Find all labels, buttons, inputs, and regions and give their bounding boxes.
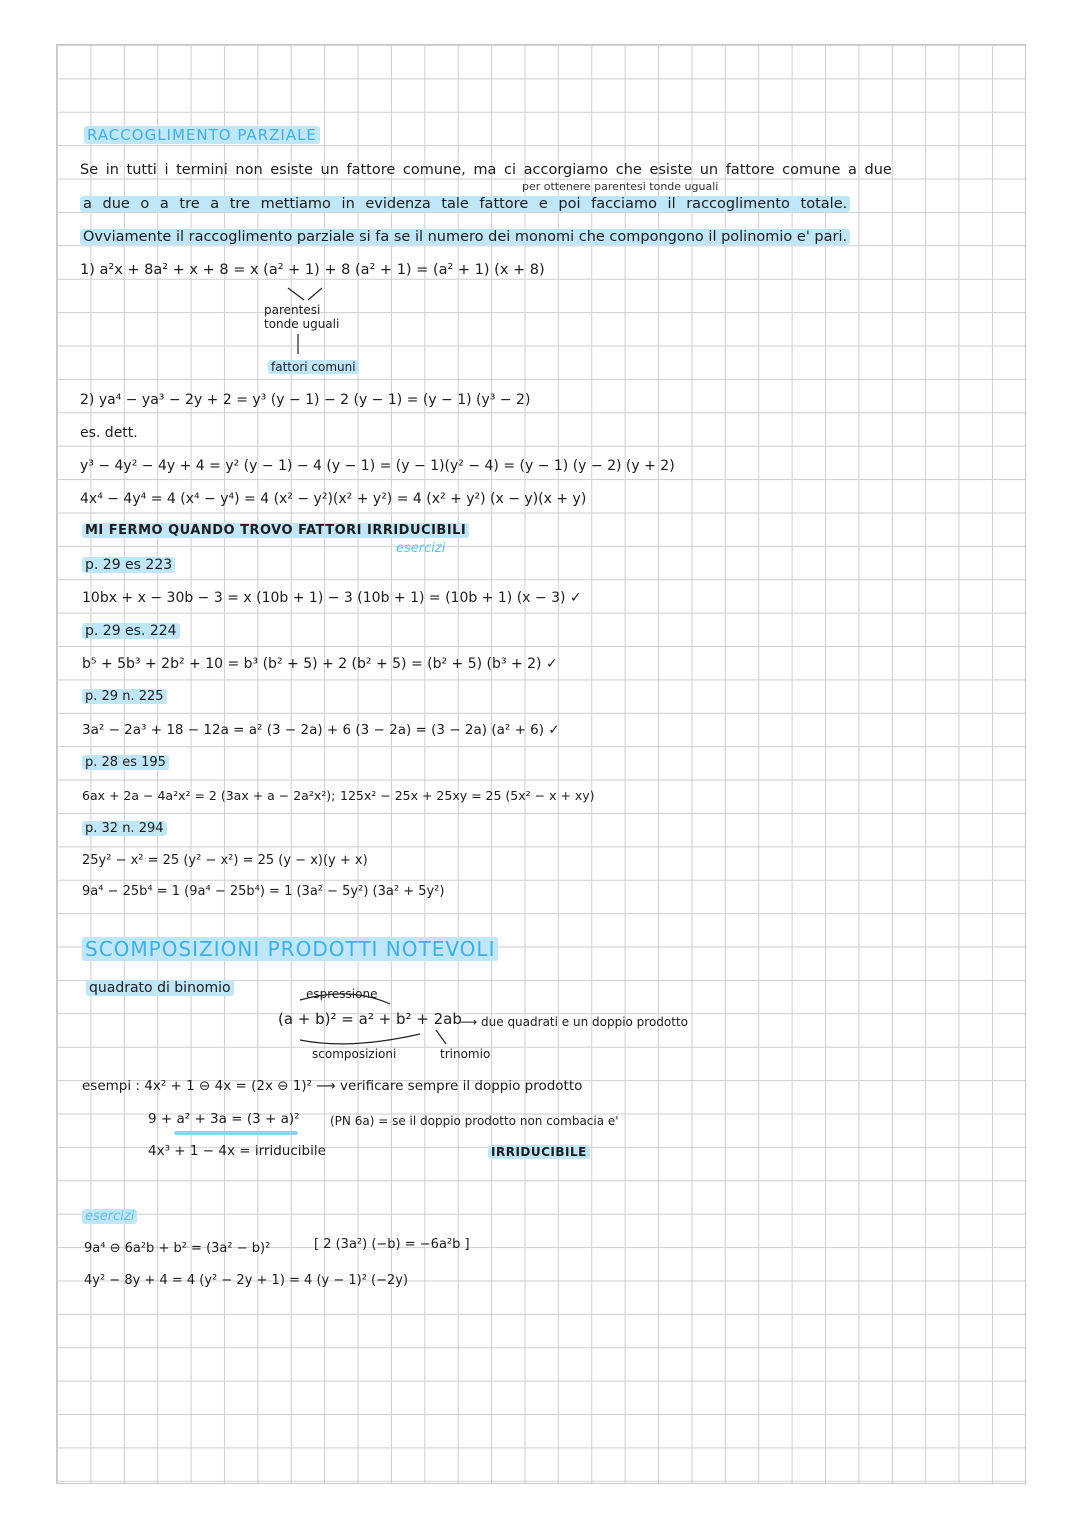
- example-1: 1) a²x + 8a² + x + 8 = x (a² + 1) + 8 (a² + 1) = (a² + 1) (x + 8): [80, 262, 545, 278]
- formula-note: ⟶ due quadrati e un doppio prodotto: [460, 1015, 689, 1029]
- esempi-line-1: esempi : 4x² + 1 ⊖ 4x = (2x ⊖ 1)² ⟶ verificare sempre il doppio prodotto: [82, 1078, 583, 1094]
- esercizi-label-1: esercizi: [396, 541, 446, 556]
- annotation-fattori-comuni: fattori comuni: [268, 358, 359, 376]
- es-dett-label: es. dett.: [80, 425, 138, 441]
- example-2: 2) ya⁴ − ya³ − 2y + 2 = y³ (y − 1) − 2 (y − 1) = (y − 1) (y³ − 2): [80, 392, 531, 408]
- binomial-formula: (a + b)² = a² + b² + 2ab: [278, 1010, 462, 1028]
- exercise-195-b: 125x² − 25x + 25xy = 25 (5x² − x + xy): [340, 788, 595, 803]
- exercise-223: 10bx + x − 30b − 3 = x (10b + 1) − 3 (10b + 1) = (10b + 1) (x − 3) ✓: [82, 590, 582, 606]
- intro-line-3: Ovviamente il raccoglimento parziale si fa se il numero dei monomi che compongono il polinomio e' pari.: [80, 228, 850, 246]
- page-ref-294: p. 32 n. 294: [82, 820, 167, 838]
- section-title-raccoglimento: RACCOGLIMENTO PARZIALE: [84, 126, 320, 144]
- esempi-line-2: 9 + a² + 3a = (3 + a)²: [148, 1111, 300, 1127]
- annotation-parentesi: parentesi: [264, 303, 321, 317]
- exercise-294-b: 9a⁴ − 25b⁴ = 1 (9a⁴ − 25b⁴) = 1 (3a² − 5y²) (3a² + 5y²): [82, 884, 445, 899]
- example-3: y³ − 4y² − 4y + 4 = y² (y − 1) − 4 (y − 1) = (y − 1)(y² − 4) = (y − 1) (y − 2) (y + 2): [80, 458, 675, 474]
- intro-line-1: Se in tutti i termini non esiste un fattore comune, ma ci accorgiamo che esiste un fattore comune a due: [80, 162, 892, 178]
- intro-line-2: a due o a tre a tre mettiamo in evidenza tale fattore e poi facciamo il raccoglimento totale.: [80, 195, 850, 213]
- exercise-195-a: 6ax + 2a − 4a²x² = 2 (3ax + a − 2a²x²);: [82, 788, 336, 803]
- grid-paper: [56, 44, 1026, 1484]
- label-scomposizioni: scomposizioni: [312, 1047, 397, 1061]
- exercise-225: 3a² − 2a³ + 18 − 12a = a² (3 − 2a) + 6 (3 − 2a) = (3 − 2a) (a² + 6) ✓: [82, 722, 560, 738]
- subtitle-quadrato-binomio: quadrato di binomio: [86, 979, 234, 997]
- page-ref-225: p. 29 n. 225: [82, 688, 167, 706]
- label-espressione: espressione: [306, 987, 378, 1001]
- annotation-tonde-uguali: tonde uguali: [264, 317, 340, 331]
- label-trinomio: trinomio: [440, 1047, 491, 1061]
- page-ref-195: p. 28 es 195: [82, 754, 169, 772]
- esempi-note: (PN 6a) = se il doppio prodotto non combacia e': [330, 1114, 619, 1128]
- rule-irriducibili: MI FERMO QUANDO TROVO FATTORI IRRIDUCIBILI: [82, 522, 469, 540]
- exercise-square-2: 4y² − 8y + 4 = 4 (y² − 2y + 1) = 4 (y − 1)² (−2y): [84, 1273, 409, 1288]
- page-ref-223: p. 29 es 223: [82, 556, 175, 574]
- example-4: 4x⁴ − 4y⁴ = 4 (x⁴ − y⁴) = 4 (x² − y²)(x² + y²) = 4 (x² + y²) (x − y)(x + y): [80, 491, 587, 507]
- esempi-line-3: 4x³ + 1 − 4x = irriducibile: [148, 1143, 326, 1159]
- exercise-square-1-bracket: [ 2 (3a²) (−b) = −6a²b ]: [314, 1237, 470, 1252]
- exercise-294-a: 25y² − x² = 25 (y² − x²) = 25 (y − x)(y + x): [82, 853, 368, 868]
- exercise-square-1: 9a⁴ ⊖ 6a²b + b² = (3a² − b)²: [84, 1241, 271, 1256]
- section-title-prodotti-notevoli: SCOMPOSIZIONI PRODOTTI NOTEVOLI: [82, 940, 498, 958]
- exercise-224: b⁵ + 5b³ + 2b² + 10 = b³ (b² + 5) + 2 (b² + 5) = (b² + 5) (b³ + 2) ✓: [82, 656, 558, 672]
- esercizi-label-2: esercizi: [82, 1208, 137, 1226]
- note-parentesi-tonde: per ottenere parentesi tonde uguali: [522, 180, 719, 193]
- page-ref-224: p. 29 es. 224: [82, 622, 180, 640]
- label-irriducibile: IRRIDUCIBILE: [488, 1143, 590, 1161]
